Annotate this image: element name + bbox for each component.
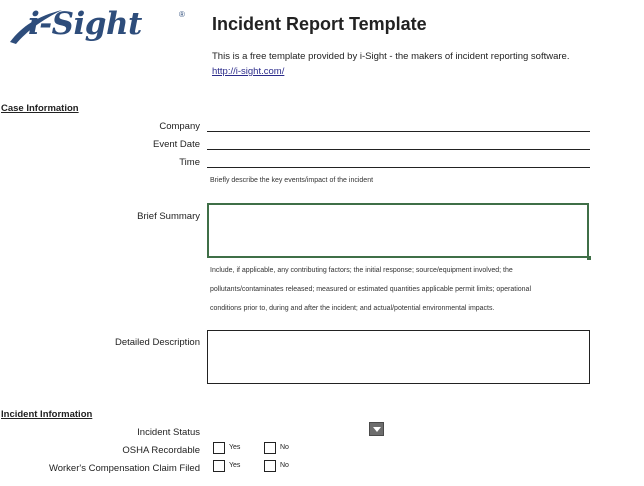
- workers-comp-label: Worker's Compensation Claim Filed: [48, 463, 200, 474]
- case-information-heading: Case Information: [1, 103, 79, 114]
- page-title: Incident Report Template: [212, 14, 427, 34]
- intro-text: This is a free template provided by i-Sight - the makers of incident reporting software.: [212, 51, 570, 62]
- description-hint-line: Include, if applicable, any contributing factors; the initial response; source/equipment involved; the: [210, 267, 513, 274]
- osha-yes-label: Yes: [229, 444, 241, 451]
- workers-comp-yes-label: Yes: [229, 462, 241, 469]
- time-label: Time: [179, 157, 200, 168]
- brief-summary-field[interactable]: [207, 203, 589, 258]
- incident-status-dropdown[interactable]: [369, 422, 384, 436]
- detailed-description-field[interactable]: [207, 330, 590, 384]
- workers-comp-yes-checkbox[interactable]: [213, 460, 225, 472]
- osha-no-label: No: [280, 444, 289, 451]
- osha-recordable-label: OSHA Recordable: [122, 445, 200, 456]
- company-label: Company: [159, 121, 200, 132]
- summary-hint: Briefly describe the key events/impact of the incident: [210, 177, 374, 184]
- osha-no-checkbox[interactable]: [264, 442, 276, 454]
- resize-handle[interactable]: [587, 256, 591, 260]
- workers-comp-no-label: No: [280, 462, 289, 469]
- time-field[interactable]: [207, 167, 590, 168]
- incident-information-heading: Incident Information: [1, 409, 93, 420]
- event-date-label: Event Date: [153, 139, 200, 150]
- detailed-description-label: Detailed Description: [114, 337, 200, 348]
- incident-status-label: Incident Status: [137, 427, 200, 438]
- event-date-field[interactable]: [207, 149, 590, 150]
- description-hint-line: conditions prior to, during and after the incident; and actual/potential environmental impacts.: [210, 305, 495, 312]
- workers-comp-no-checkbox[interactable]: [264, 460, 276, 472]
- isight-logo: [8, 4, 193, 46]
- description-hint-line: pollutants/contaminates released; measured or estimated quantities applicable permit limits; operational: [210, 286, 532, 293]
- isight-link[interactable]: http://i-sight.com/: [212, 66, 285, 77]
- osha-yes-checkbox[interactable]: [213, 442, 225, 454]
- company-field[interactable]: [207, 131, 590, 132]
- logo-registered-mark: ®: [179, 10, 185, 19]
- logo-text: i-Sight: [28, 6, 142, 42]
- description-hint: [210, 261, 610, 318]
- brief-summary-label: Brief Summary: [137, 211, 200, 222]
